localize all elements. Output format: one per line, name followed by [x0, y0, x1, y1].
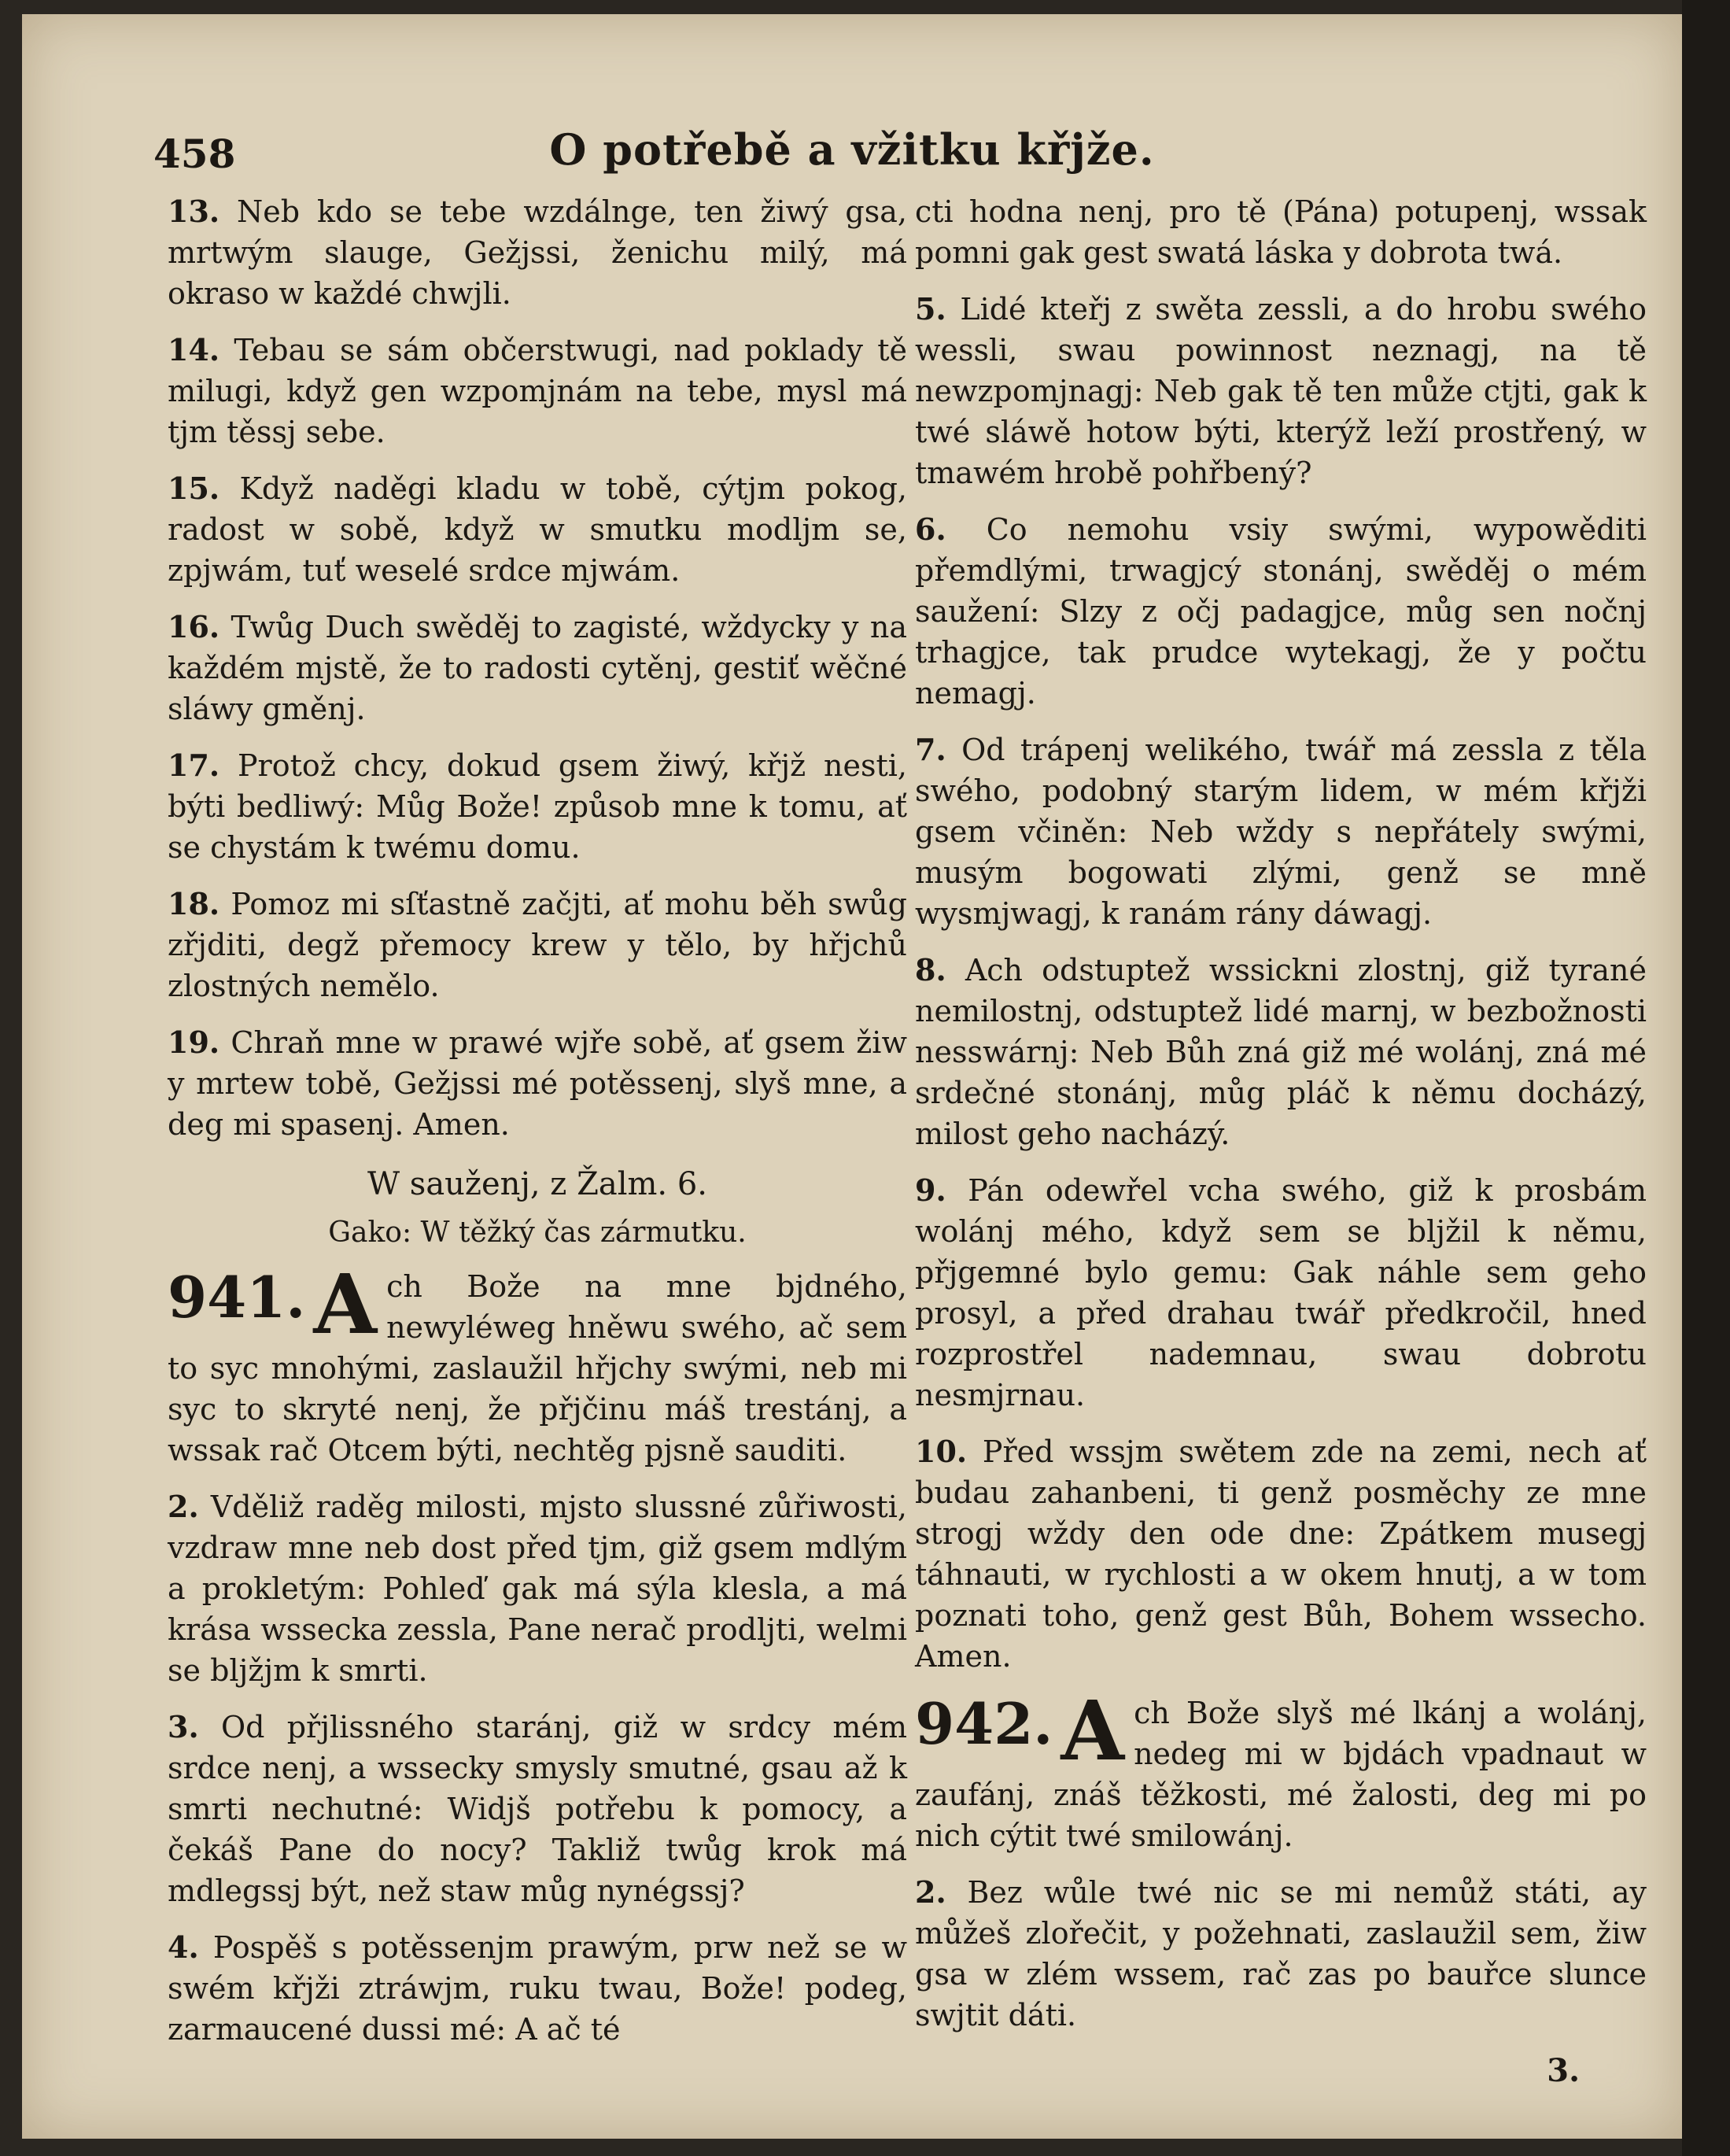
verse-9: 9. Pán odewřel vcha swého, giž k prosbám wolánj mého, když sem se bljžil k němu, přjgemné bylo gemu: Gak náhle sem geho prosyl, a před drahau twář předkročil, hned rozprostřel nademnau, swau dobrotu nesmjrnau. — [915, 1172, 1647, 1412]
running-title: O potřebě a vžitku křjže. — [549, 124, 1155, 175]
hymn-opening-text: ch Bože na mne bjdného, newyléweg hněwu swého, ač sem to syc mnohými, zaslaužil hřjchy swými, neb mi syc to skryté nenj, že přjčinu máš trestánj, a wssak rač Otcem býti, nechtěg pjsně sauditi. — [168, 1269, 907, 1467]
catchword: 3. — [1547, 2052, 1580, 2089]
verse-6: 6. Co nemohu vsiy swými, wypowěditi přemdlými, trwagjcý stonánj, swěděj o mém saužení: Slzy z očj padagjce, můg sen nočnj trhagjce, tak prudce wytekagj, že y počtu nemagj. — [915, 511, 1647, 711]
page-header — [22, 124, 1682, 187]
hymn-941 — [168, 1256, 907, 1471]
hymn-942 — [915, 1682, 1647, 1856]
verse-15: 15. Když naděgi kladu w tobě, cýtjm pokog, radost w sobě, když w smutku modljm se, zpjwám, tuť weselé srdce mjwám. — [168, 471, 907, 588]
verse-4: 4. Pospěš s potěssenjm prawým, prw než se w swém křjži ztráwjm, ruku twau, Bože! podeg, zarmaucené dussi mé: A ač té — [168, 1929, 907, 2047]
verse-3: 3. Od přjlissného staránj, giž w srdcy mém srdce nenj, a wssecky smysly smutné, gsau až k smrti nechutné: Widjš potřebu k pomocy, a čekáš Pane do nocy? Takliž twůg krok má mdlegssj být, než staw můg nynégssj? — [168, 1709, 907, 1908]
right-column — [915, 191, 1647, 2051]
verse-14: 14. Tebau se sám občerstwugi, nad poklady tě milugi, když gen wzpomjnám na tebe, mysl má tjm těssj sebe. — [168, 332, 907, 449]
verse-16: 16. Twůg Duch swěděj to zagisté, wždycky y na každém mjstě, že to radosti cytěnj, gestiť wěčné sláwy gměnj. — [168, 609, 907, 726]
verse-2: 2. Bez wůle twé nic se mi nemůž státi, ay můžeš zlořečit, y požehnati, zaslaužil sem, žiw gsa w zlém wssem, rač zas po bauřce slunce swjtit dáti. — [915, 1874, 1647, 2032]
hymn-number: 942. — [915, 1690, 1053, 1757]
left-column — [168, 191, 907, 2066]
drop-cap-initial: A — [1061, 1682, 1125, 1779]
verse-7: 7. Od trápenj welikého, twář má zessla z těla swého, podobný starým lidem, w mém křjži gsem včiněn: Neb wždy s nepřátely swými, musým bogowati zlými, genž se mně wysmjwagj, k ranám rány dáwagj. — [915, 732, 1647, 931]
verse-8: 8. Ach odstuptež wssickni zlostnj, giž tyrané nemilostnj, odstuptež lidé marnj, w bezbožnosti nesswárnj: Neb Bůh zná giž mé wolánj, zná mé srdečné stonánj, můg pláč k němu docházý, milost geho nacházý. — [915, 952, 1647, 1151]
verse-13: 13. Neb kdo se tebe wzdálnge, ten žiwý gsa, mrtwým slauge, Gežjssi, ženichu milý, má okraso w každé chwjli. — [168, 194, 907, 311]
verse-2: 2. Vděliž raděg milosti, mjsto slussné zůřiwosti, vzdraw mne neb dost před tjm, giž gsem mdlým a prokletým: Pohleď gak má sýla klesla, a má krása wssecka zessla, Pane nerač prodljti, welmi se bljžjm k smrti. — [168, 1489, 907, 1688]
verse-19: 19. Chraň mne w prawé wjře sobě, ať gsem žiw y mrtew tobě, Gežjssi mé potěssenj, slyš mne, a deg mi spasenj. Amen. — [168, 1024, 907, 1142]
verse-5: 5. Lidé kteřj z swěta zessli, a do hrobu swého wessli, swau powinnost neznagj, na tě newzpomjnagj: Neb gak tě ten může ctjti, gak k twé sláwě hotow býti, kterýž leží prostřený, w tmawém hrobě pohřbený? — [915, 291, 1647, 490]
section-melody: Gako: W těžký čas zármutku. — [328, 1216, 747, 1249]
book-gutter-edge — [1682, 0, 1730, 2156]
verse-17: 17. Protož chcy, dokud gsem žiwý, křjž nesti, býti bedliwý: Můg Bože! způsob mne k tomu, ať se chystám k twému domu. — [168, 748, 907, 865]
section-title: W sauženj, z Žalm. 6. — [367, 1166, 708, 1202]
verse-10: 10. Před wssjm swětem zde na zemi, nech ať budau zahanbeni, ti genž posměchy ze mne strogj wždy den ode dne: Zpátkem musegj táhnauti, w rychlosti a w okem hnutj, a w tom poznati toho, genž gest Bůh, Bohem wssecho. Amen. — [915, 1434, 1647, 1674]
book-page — [22, 14, 1682, 2139]
verse-18: 18. Pomoz mi sſťastně začjti, ať mohu běh swůg zřjditi, degž přemocy krew y tělo, by hřjchů zlostných nemělo. — [168, 886, 907, 1003]
verse-4-continuation: cti hodna nenj, pro tě (Pána) potupenj, wssak pomni gak gest swatá láska y dobrota twá. — [915, 194, 1647, 270]
drop-cap-initial: A — [313, 1256, 378, 1353]
page-number: 458 — [153, 131, 236, 177]
hymn-number: 941. — [168, 1264, 306, 1331]
hymn-opening-text: ch Bože slyš mé lkánj a wolánj, nedeg mi w bjdách vpadnaut w zaufánj, znáš těžkosti, mé žalosti, deg mi po nich cýtit twé smilowánj. — [915, 1696, 1647, 1853]
